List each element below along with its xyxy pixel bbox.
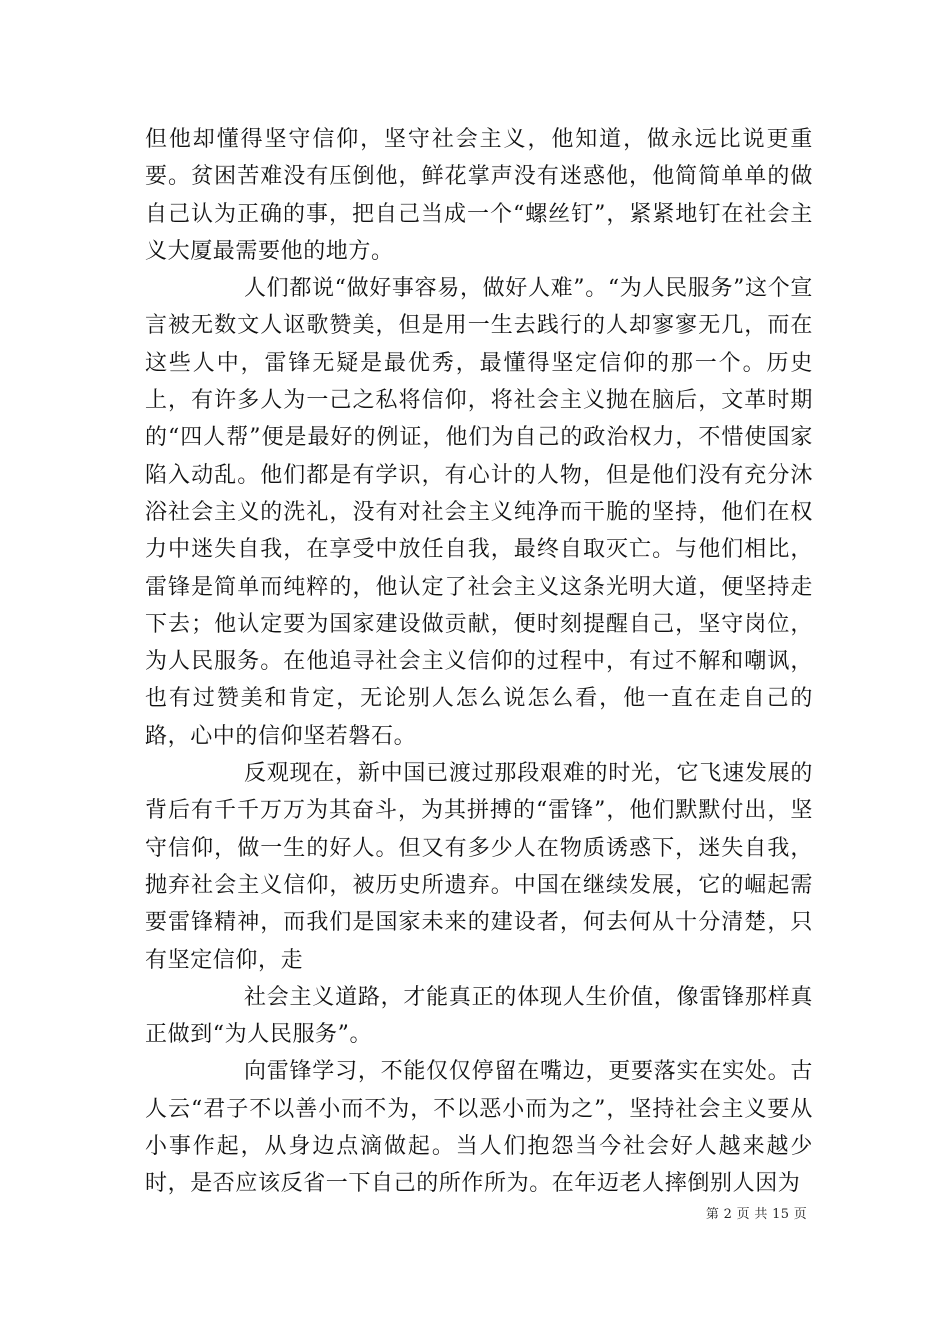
paragraph-1: 但他却懂得坚守信仰，坚守社会主义，他知道，做永远比说更重要。贫困苦难没有压倒他，鲜花掌声没有迷惑他，他简简单单的做自己认为正确的事，把自己当成一个“螺丝钉”，紧紧地钉在社会主义大厦最需要他的地方。 [145,127,813,264]
paragraph-2: 人们都说“做好事容易，做好人难”。“为人民服务”这个宣言被无数文人讴歌赞美，但是用一生去践行的人却寥寥无几，而在这些人中，雷锋无疑是最优秀，最懂得坚定信仰的那一个。历史上，有许多人为一己之私将信仰，将社会主义抛在脑后，文革时期的“四人帮”便是最好的例证，他们为自己的政治权力，不惜使国家陷入动乱。他们都是有学识，有心计的人物，但是他们没有充分沐浴社会主义的洗礼，没有对社会主义纯净而干脆的坚持，他们在权力中迷失自我，在享受中放任自我，最终自取灭亡。与他们相比，雷锋是简单而纯粹的，他认定了社会主义这条光明大道，便坚持走下去；他认定要为国家建设做贡献，便时刻提醒自己，坚守岗位，为人民服务。在他追寻社会主义信仰的过程中，有过不解和嘲讽，也有过赞美和肯定，无论别人怎么说怎么看，他一直在走自己的路，心中的信仰坚若磐石。 [145,276,813,749]
paragraph-3: 反观现在，新中国已渡过那段艰难的时光，它飞速发展的背后有千千万万为其奋斗，为其拼搏的“雷锋”，他们默默付出，坚守信仰，做一生的好人。但又有多少人在物质诱惑下，迷失自我，抛弃社会主义信仰，被历史所遗弃。中国在继续发展，它的崛起需要雷锋精神，而我们是国家未来的建设者，何去何从十分清楚，只有坚定信仰，走 [145,761,813,973]
document-body [145,121,813,1203]
paragraph-5: 向雷锋学习，不能仅仅停留在嘴边，更要落实在实处。古人云“君子不以善小而不为，不以恶小而为之”，坚持社会主义要从小事作起，从身边点滴做起。当人们抱怨当今社会好人越来越少时，是否应该反省一下自己的所作所为。在年迈老人摔倒别人因为 [145,1059,813,1197]
page-number-footer: 第 2 页 共 15 页 [705,1207,807,1222]
paragraph-4: 社会主义道路，才能真正的体现人生价值，像雷锋那样真正做到“为人民服务”。 [145,984,813,1048]
